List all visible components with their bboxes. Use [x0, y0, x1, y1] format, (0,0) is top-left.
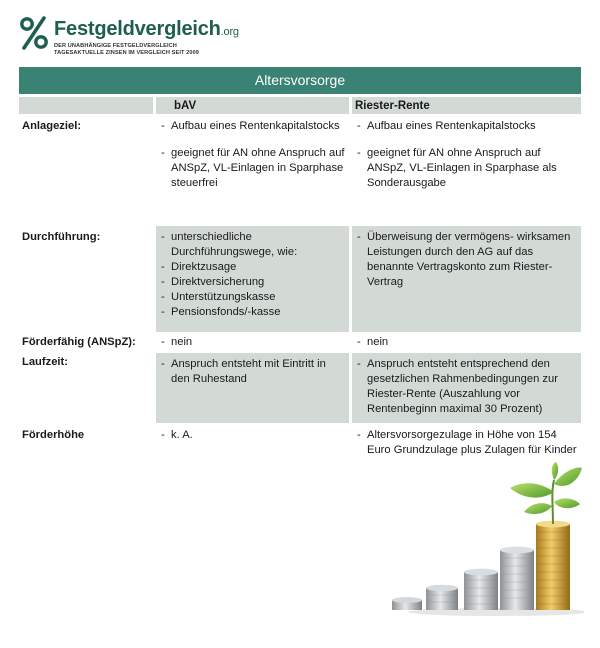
- bav-cell: [156, 115, 349, 225]
- list-item: - Überweisung der vermögens- wirksamen Leistungen durch den AG auf das benannte Vertragskonto zum Riester-Vertrag: [357, 230, 577, 290]
- logo-tagline-1: DER UNABHÄNGIGE FESTGELDVERGLEICH: [54, 43, 177, 49]
- list-item: - Anspruch entsteht entsprechend den gesetzlichen Rahmenbedingungen zur Riester-Rente (Auszahlung vor Rentenbeginn maximal 30 Prozent): [357, 357, 577, 417]
- table-row: [19, 115, 581, 225]
- header-cell-empty: [19, 97, 153, 114]
- list-item: - unterschiedliche Durchführungswege, wie:: [161, 230, 345, 260]
- list-item: - nein: [357, 335, 577, 350]
- row-label: Förderfähig (ANSpZ):: [22, 336, 136, 348]
- table-row: [19, 353, 581, 423]
- column-header-riester: Riester-Rente: [352, 97, 581, 114]
- percent-logo-icon: [20, 16, 48, 50]
- table-title: Altersvorsorge: [19, 67, 581, 94]
- list-item: - Anspruch entsteht mit Eintritt in den Ruhestand: [161, 357, 345, 387]
- list-item: - Direktzusage: [161, 260, 345, 275]
- row-label: Förderhöhe: [22, 429, 85, 441]
- riester-cell: [352, 115, 581, 225]
- row-label: Durchführung:: [22, 231, 101, 243]
- list-item: - nein: [161, 335, 345, 350]
- coins-plant-illustration: [388, 462, 584, 622]
- logo-tagline-2: TAGESAKTUELLE ZINSEN IM VERGLEICH SEIT 2009: [54, 50, 199, 56]
- column-header-bav: bAV: [156, 97, 349, 114]
- list-item: - k. A.: [161, 428, 345, 443]
- site-logo[interactable]: [20, 16, 280, 64]
- riester-cell: [352, 353, 581, 423]
- list-item: - Pensionsfonds/-kasse: [161, 305, 345, 320]
- bav-cell: [156, 333, 349, 352]
- list-item: - Unterstützungskasse: [161, 290, 345, 305]
- riester-cell: [352, 333, 581, 352]
- table-row: [19, 226, 581, 332]
- row-label: Laufzeit:: [22, 356, 68, 368]
- list-item: - Direktversicherung: [161, 275, 345, 290]
- bav-cell: [156, 226, 349, 332]
- list-item: - geeignet für AN ohne Anspruch auf ANSpZ, VL-Einlagen in Sparphase als Sonderausgabe: [357, 146, 577, 191]
- list-item: - Altersvorsorgezulage in Höhe von 154 Euro Grundzulage plus Zulagen für Kinder: [357, 428, 577, 458]
- list-item: - Aufbau eines Rentenkapitalstocks: [161, 119, 345, 134]
- table-header-row: [19, 97, 581, 114]
- list-item: - geeignet für AN ohne Anspruch auf ANSpZ, VL-Einlagen in Sparphase steuerfrei: [161, 146, 345, 191]
- list-item: - Aufbau eines Rentenkapitalstocks: [357, 119, 577, 134]
- riester-cell: [352, 226, 581, 332]
- row-label: Anlageziel:: [22, 120, 82, 132]
- table-row: [19, 333, 581, 352]
- logo-wordmark: Festgeldvergleich.org: [54, 18, 239, 40]
- bav-cell: [156, 424, 349, 480]
- bav-cell: [156, 353, 349, 423]
